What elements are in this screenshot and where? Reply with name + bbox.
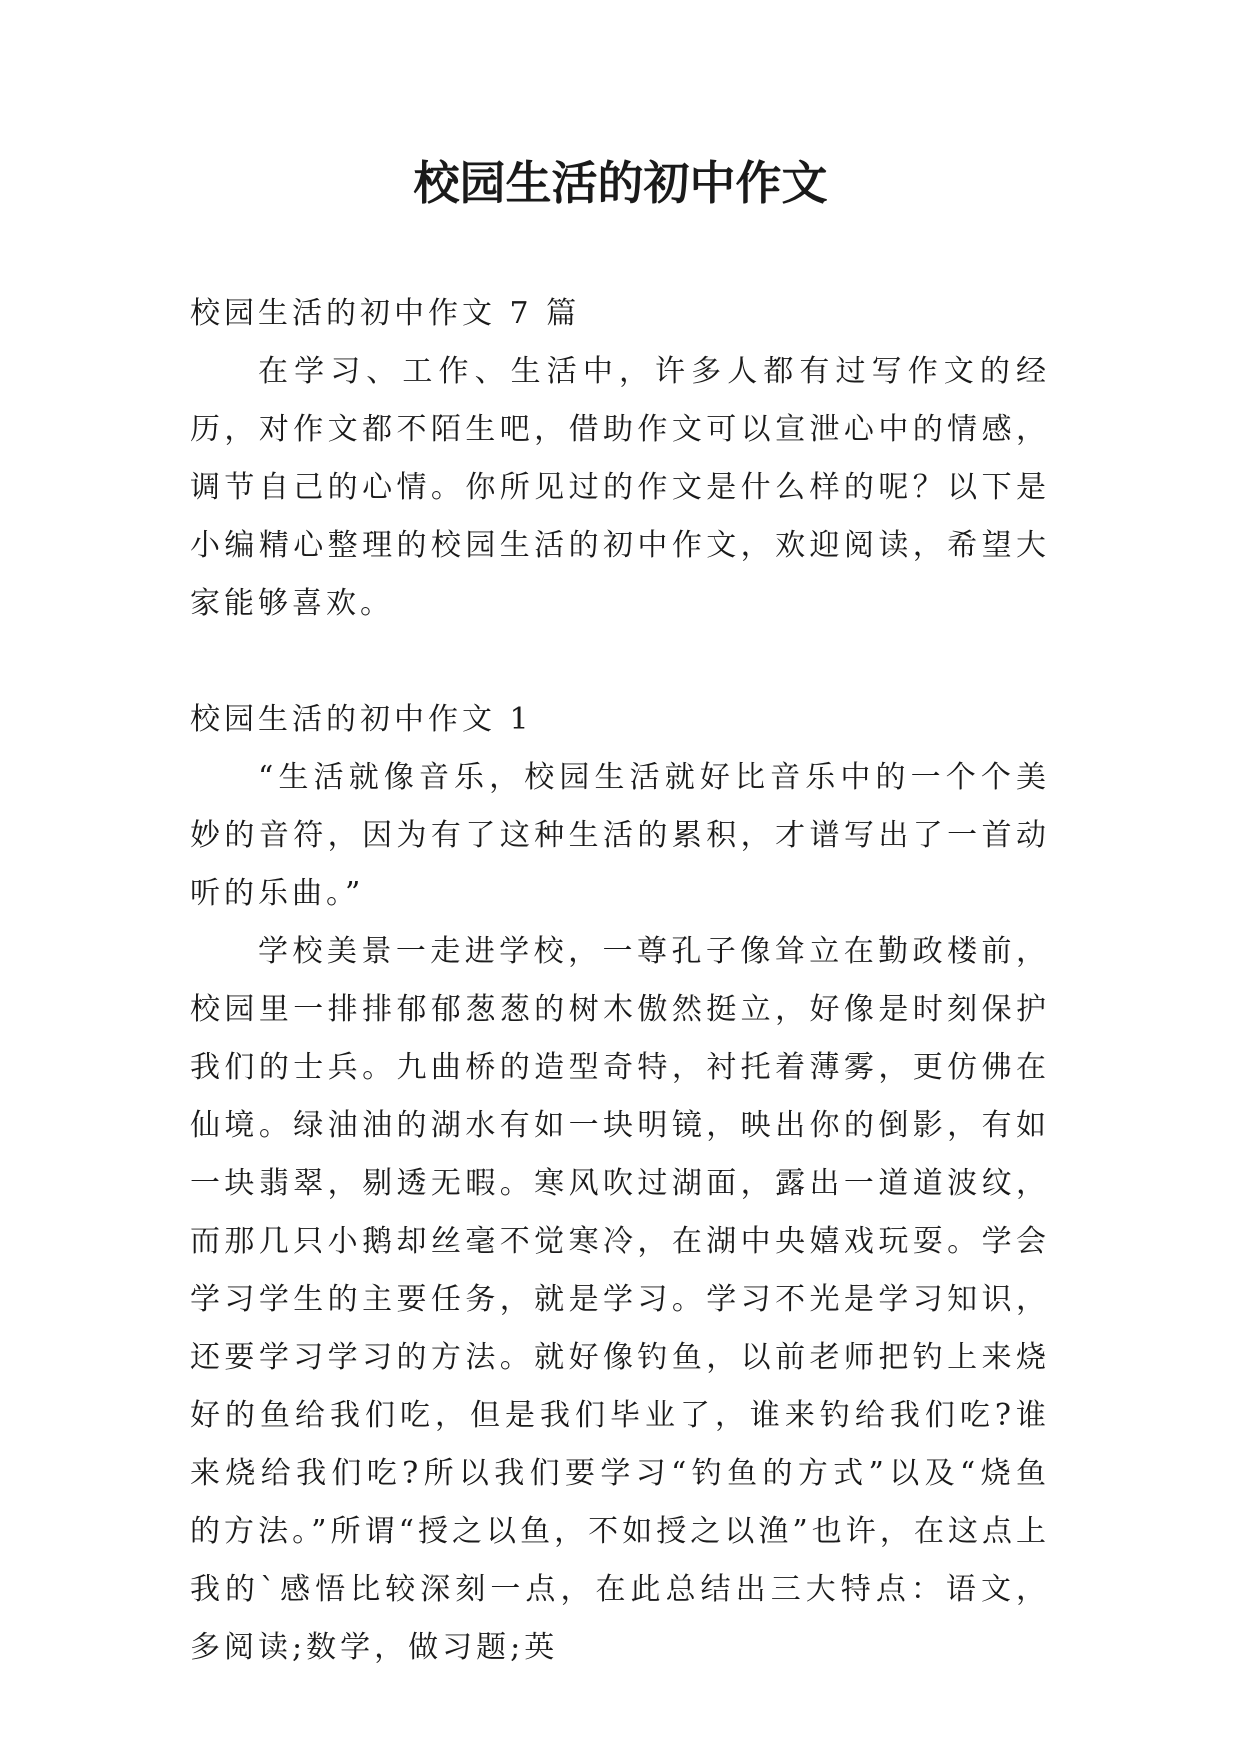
- document-title: 校园生活的初中作文: [413, 156, 828, 210]
- section-heading: 校园生活的初中作文 1: [190, 702, 533, 737]
- body-paragraph: “生活就像音乐，校园生活就好比音乐中的一个个美妙的音符，因为有了这种生活的累积，才谱写出了一首动听的乐曲。”: [190, 760, 1050, 911]
- body-paragraph: 学校美景一走进学校，一尊孔子像耸立在勤政楼前，校园里一排排郁郁葱葱的树木傲然挺立，好像是时刻保护我们的士兵。九曲桥的造型奇特，衬托着薄雾，更仿佛在仙境。绿油油的湖水有如一块明镜，映出你的倒影，有如一块翡翠，剔透无暇。寒风吹过湖面，露出一道道波纹，而那几只小鹅却丝毫不觉寒冷，在湖中央嬉戏玩耍。学会学习学生的主要任务，就是学习。学习不光是学习知识，还要学习学习的方法。就好像钓鱼，以前老师把钓上来烧好的鱼给我们吃，但是我们毕业了，谁来钓给我们吃?谁来烧给我们吃?所以我们要学习“钓鱼的方式”以及“烧鱼的方法。”所谓“授之以鱼，不如授之以渔”也许，在这点上我的`感悟比较深刻一点，在此总结出三大特点：语文，多阅读;数学，做习题;英: [190, 934, 1050, 1665]
- document-body: [190, 285, 1050, 1677]
- intro-paragraph: 在学习、工作、生活中，许多人都有过写作文的经历，对作文都不陌生吧，借助作文可以宣泄心中的情感，调节自己的心情。你所见过的作文是什么样的呢？以下是小编精心整理的校园生活的初中作文，欢迎阅读，希望大家能够喜欢。: [190, 354, 1050, 621]
- document-subtitle: 校园生活的初中作文 7 篇: [190, 296, 581, 331]
